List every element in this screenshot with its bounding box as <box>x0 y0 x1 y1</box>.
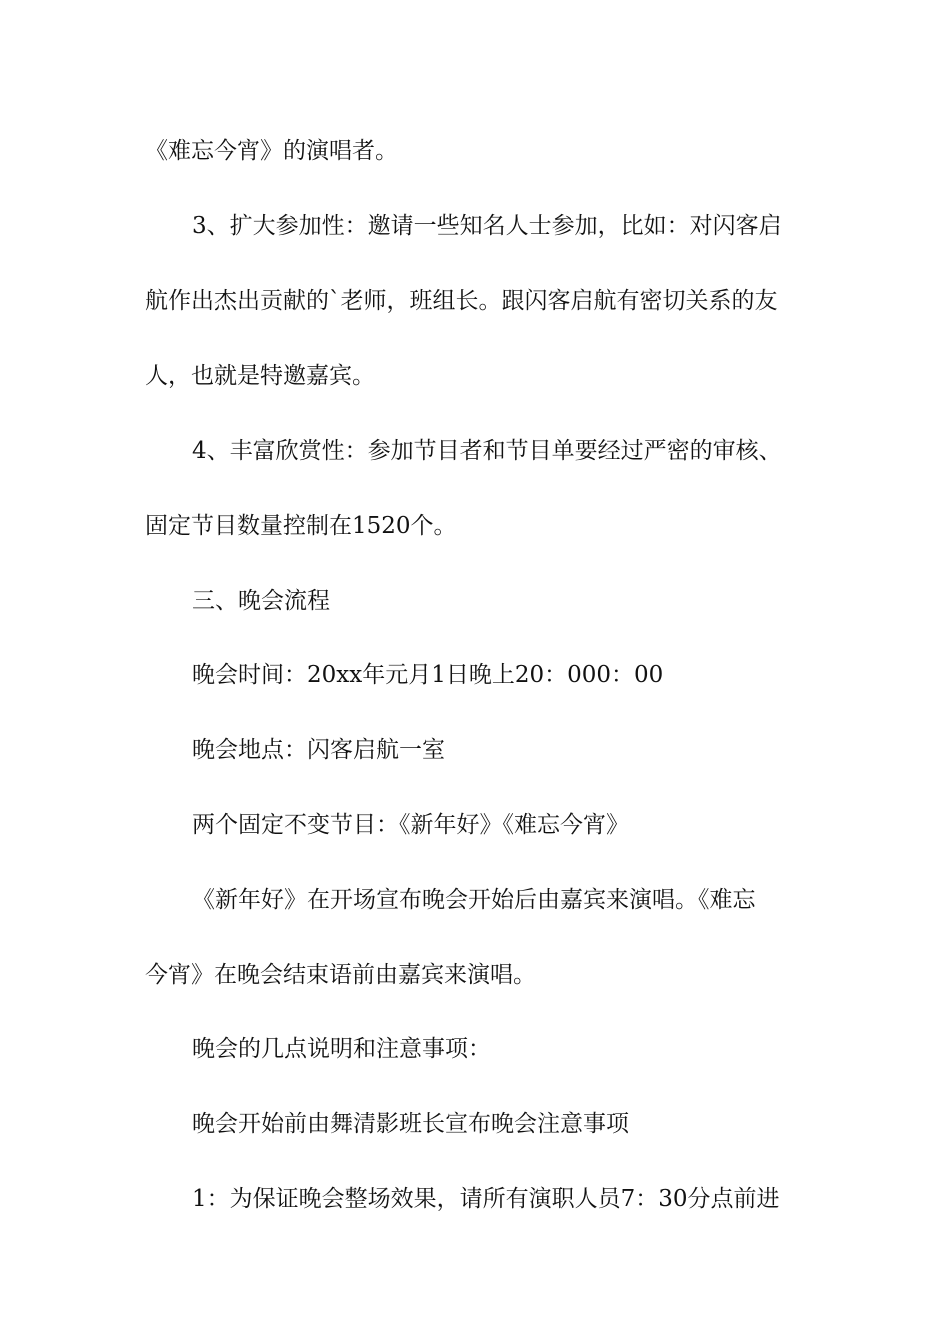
text-line: 两个固定不变节目：《新年好》《难忘今宵》 <box>192 812 629 838</box>
text-line: 固定节目数量控制在1520个。 <box>145 513 457 539</box>
section-heading: 三、晚会流程 <box>192 588 330 614</box>
text-line: 晚会地点：闪客启航一室 <box>192 737 445 763</box>
text-line: 3、扩大参加性：邀请一些知名人士参加，比如：对闪客启 <box>192 213 782 239</box>
text-line: 今宵》在晚会结束语前由嘉宾来演唱。 <box>145 962 536 988</box>
text-line: 晚会开始前由舞清影班长宣布晚会注意事项 <box>192 1111 629 1137</box>
text-line: 晚会时间：20xx年元月1日晚上20：000：00 <box>192 662 664 688</box>
text-line: 晚会的几点说明和注意事项： <box>192 1036 491 1062</box>
text-line: 《新年好》在开场宣布晚会开始后由嘉宾来演唱。《难忘 <box>192 887 756 913</box>
text-line: 航作出杰出贡献的`老师，班组长。跟闪客启航有密切关系的友 <box>145 288 778 314</box>
text-line: 人，也就是特邀嘉宾。 <box>145 363 375 389</box>
text-line: 4、丰富欣赏性：参加节目者和节目单要经过严密的审核、 <box>192 438 782 464</box>
text-line: 1：为保证晚会整场效果，请所有演职人员7：30分点前进 <box>192 1186 780 1212</box>
text-line: 《难忘今宵》的演唱者。 <box>145 138 398 164</box>
